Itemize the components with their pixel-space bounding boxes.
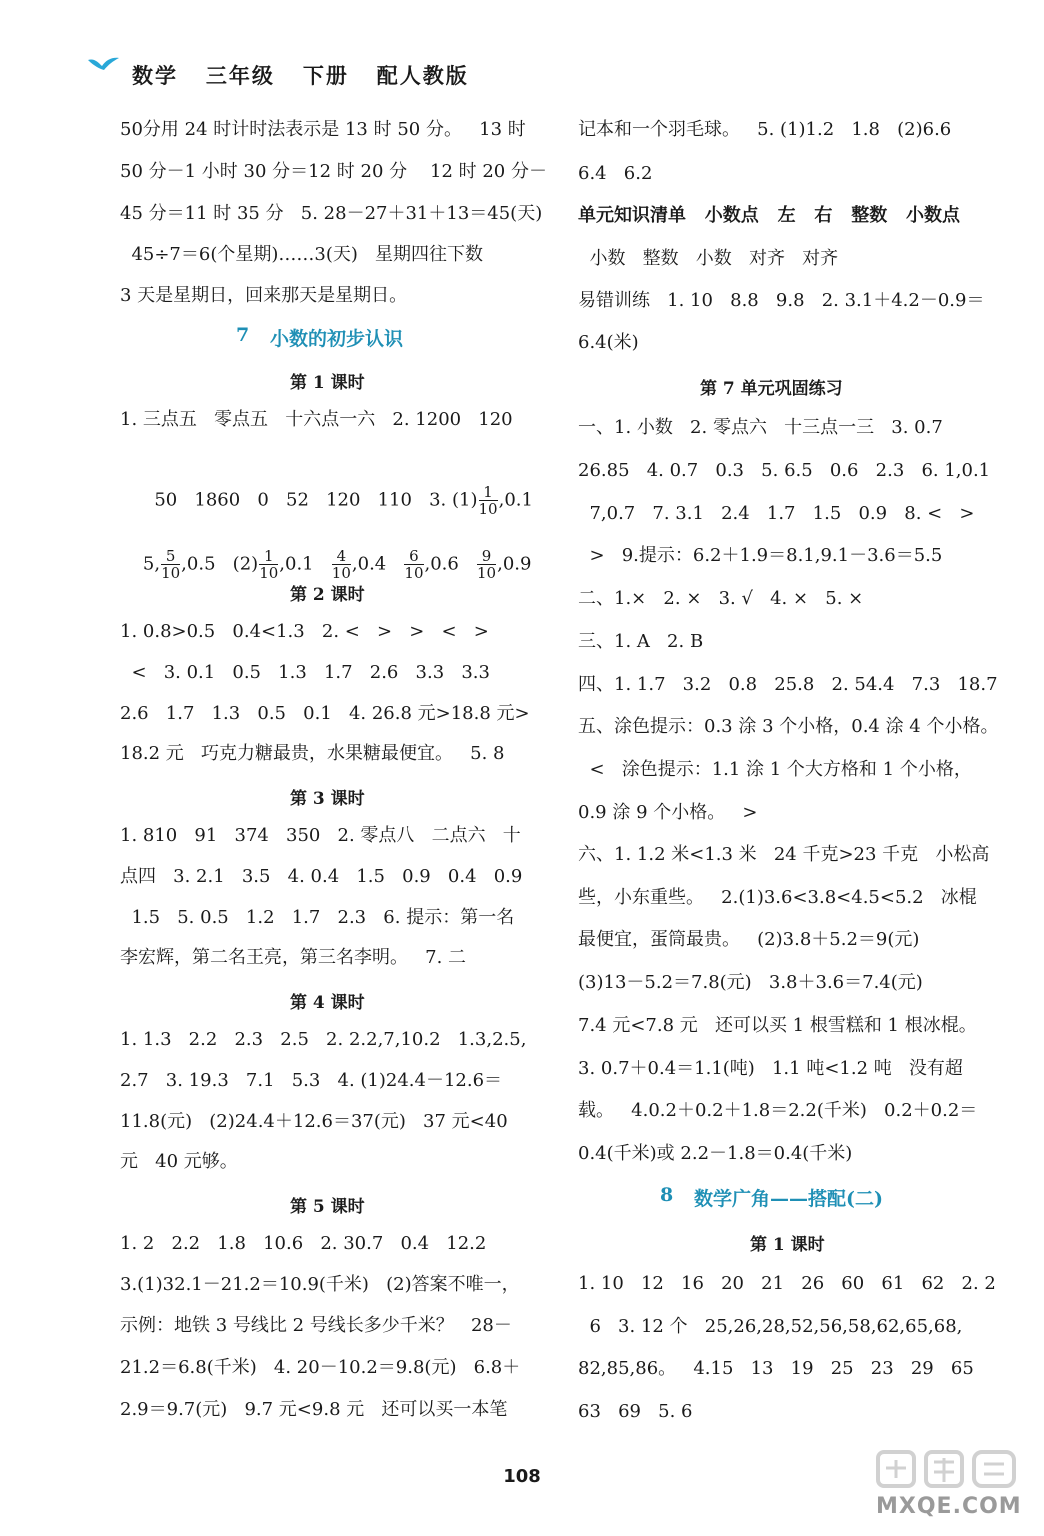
text-line: 7.4 元<7.8 元 还可以买 1 根雪糕和 1 根冰棍。 (578, 1015, 977, 1036)
text-line: 5, $\frac{5}{10}$ ,0.5 (2) $\frac{1}{10}$ ,0.1 $\frac{4}{10}$ ,0.4 $\frac{6}{10}$ ,0.6 $\frac{9}{10}$ ,0.9 (142, 547, 532, 582)
text-line: 二、1.× 2. × 3. √ 4. × 5. × (578, 588, 864, 609)
section-title: 数学广角——搭配(二) (694, 1188, 883, 1210)
bird-logo-icon (86, 54, 120, 76)
text-line: 2.7 3. 19.3 7.1 5.3 4. (1)24.4－12.6＝ (120, 1070, 503, 1091)
lesson-title: 第 1 课时 (290, 373, 365, 393)
text-line: 6 3. 12 个 25,26,28,52,56,58,62,65,68, (578, 1316, 963, 1337)
text-line: 示例：地铁 3 号线比 2 号线长多少千米？ 28－ (120, 1315, 512, 1336)
fraction: $\frac{4}{10}$ (331, 547, 351, 582)
lesson-title: 第 3 课时 (290, 789, 365, 809)
text-line: 2.6 1.7 1.3 0.5 0.1 4. 26.8 元>18.8 元> (120, 703, 530, 724)
text-line: 3. 0.7＋0.4＝1.1(吨) 1.1 吨<1.2 吨 没有超 (578, 1058, 963, 1079)
text-line: 1. 1.3 2.2 2.3 2.5 2. 2.2,7,10.2 1.3,2.5, (120, 1029, 527, 1050)
text-line: 易错训练 1. 10 8.8 9.8 2. 3.1＋4.2－0.9＝ (578, 290, 985, 311)
text-line: 50分用 24 时计时法表示是 13 时 50 分。 13 时 (120, 119, 526, 140)
lesson-title: 第 5 课时 (290, 1197, 365, 1217)
text-line: (3)13－5.2＝7.8(元) 3.8＋3.6＝7.4(元) (578, 972, 923, 993)
lesson-title: 第 2 课时 (290, 585, 365, 605)
page-number: 108 (503, 1466, 541, 1487)
text-line: 三、1. A 2. B (578, 631, 704, 652)
text-line: 李宏辉，第二名王亮，第三名李明。 7. 二 (120, 947, 467, 968)
text-line: 45 分＝11 时 35 分 5. 28－27＋31＋13＝45(天) (120, 203, 543, 224)
text-line: 11.8(元) (2)24.4＋12.6＝37(元) 37 元<40 (120, 1111, 508, 1132)
text-line: 记本和一个羽毛球。 5. (1)1.2 1.8 (2)6.6 (578, 119, 952, 140)
text-line: 82,85,86。 4.15 13 19 25 23 29 65 (578, 1358, 974, 1379)
lesson-title: 第 1 课时 (750, 1235, 825, 1255)
section-number: 7 (236, 324, 250, 346)
fraction: $\frac{6}{10}$ (404, 547, 424, 582)
text-line: 一、1. 小数 2. 零点六 十三点一三 3. 0.7 (578, 417, 943, 438)
text-line: 3 天是星期日，回来那天是星期日。 (120, 285, 408, 306)
text-line: < 3. 0.1 0.5 1.3 1.7 2.6 3.3 3.3 (120, 662, 490, 683)
text-line: 18.2 元 巧克力糖最贵，水果糖最便宜。 5. 8 (120, 743, 505, 764)
fraction: $\frac{1}{10}$ (478, 483, 498, 518)
text-line: 1. 10 12 16 20 21 26 60 61 62 2. 2 (578, 1273, 996, 1294)
text-line: 四、1. 1.7 3.2 0.8 25.8 2. 54.4 7.3 18.7 (578, 674, 998, 695)
text-line: 6.4(米) (578, 332, 639, 353)
text-line: 1. 0.8>0.5 0.4<1.3 2. < > > < > (120, 621, 489, 642)
text-line: 63 69 5. 6 (578, 1401, 693, 1422)
fraction: $\frac{1}{10}$ (259, 547, 279, 582)
text-line: 1. 2 2.2 1.8 10.6 2. 30.7 0.4 12.2 (120, 1233, 487, 1254)
watermark-text: MXQE.COM (876, 1494, 1022, 1519)
text-line: 50 1860 0 52 120 110 3. (1) $\frac{1}{10}$ ,0.1 (142, 483, 533, 518)
text-line: 2.9＝9.7(元) 9.7 元<9.8 元 还可以买一本笔 (120, 1399, 508, 1420)
fraction: $\frac{5}{10}$ (161, 547, 181, 582)
text-line: 单元知识清单 小数点 左 右 整数 小数点 (578, 205, 960, 226)
text-line: 45÷7＝6(个星期)……3(天) 星期四往下数 (120, 244, 484, 265)
text-line: 0.4(千米)或 2.2－1.8＝0.4(千米) (578, 1143, 853, 1164)
text-line: 1. 三点五 零点五 十六点一六 2. 1200 120 (120, 409, 513, 430)
unit-review-title: 第 7 单元巩固练习 (700, 379, 843, 399)
section-title: 小数的初步认识 (270, 328, 404, 350)
text-line: 载。 4.0.2＋0.2＋1.8＝2.2(千米) 0.2＋0.2＝ (578, 1100, 978, 1121)
text-line: 些，小东重些。 2.(1)3.6<3.8<4.5<5.2 冰棍 (578, 887, 977, 908)
text-line: < 涂色提示：1.1 涂 1 个大方格和 1 个小格， (578, 759, 972, 780)
text-line: 点四 3. 2.1 3.5 4. 0.4 1.5 0.9 0.4 0.9 (120, 866, 523, 887)
text-line: 0.9 涂 9 个小格。 > (578, 802, 758, 823)
text-line: 21.2＝6.8(千米) 4. 20－10.2＝9.8(元) 6.8＋ (120, 1357, 521, 1378)
text-line: 1.5 5. 0.5 1.2 1.7 2.3 6. 提示：第一名 (120, 907, 515, 928)
text-line: 6.4 6.2 (578, 163, 653, 184)
lesson-title: 第 4 课时 (290, 993, 365, 1013)
text-line: 最便宜，蛋筒最贵。 (2)3.8＋5.2＝9(元) (578, 929, 920, 950)
text-line: > 9.提示：6.2＋1.9＝8.1,9.1－3.6＝5.5 (578, 545, 943, 566)
text-line: 50 分－1 小时 30 分＝12 时 20 分 12 时 20 分－ (120, 161, 547, 182)
text-line: 小数 整数 小数 对齐 对齐 (578, 248, 839, 269)
text-line: 26.85 4. 0.7 0.3 5. 6.5 0.6 2.3 6. 1,0.1 (578, 460, 991, 481)
text-line: 3.(1)32.1－21.2＝10.9(千米) (2)答案不唯一， (120, 1274, 520, 1295)
text-line: 六、1. 1.2 米<1.3 米 24 千克>23 千克 小松高 (578, 844, 990, 865)
text-line: 元 40 元够。 (120, 1151, 238, 1172)
page-header-title: 数学 三年级 下册 配人教版 (132, 63, 469, 88)
fraction: $\frac{9}{10}$ (477, 547, 497, 582)
text-line: 五、涂色提示：0.3 涂 3 个小格，0.4 涂 4 个小格。 (578, 716, 999, 737)
text-line: 1. 810 91 374 350 2. 零点八 二点六 十 (120, 825, 521, 846)
text-line: 7,0.7 7. 3.1 2.4 1.7 1.5 0.9 8. < > (578, 503, 975, 524)
section-number: 8 (660, 1184, 674, 1206)
